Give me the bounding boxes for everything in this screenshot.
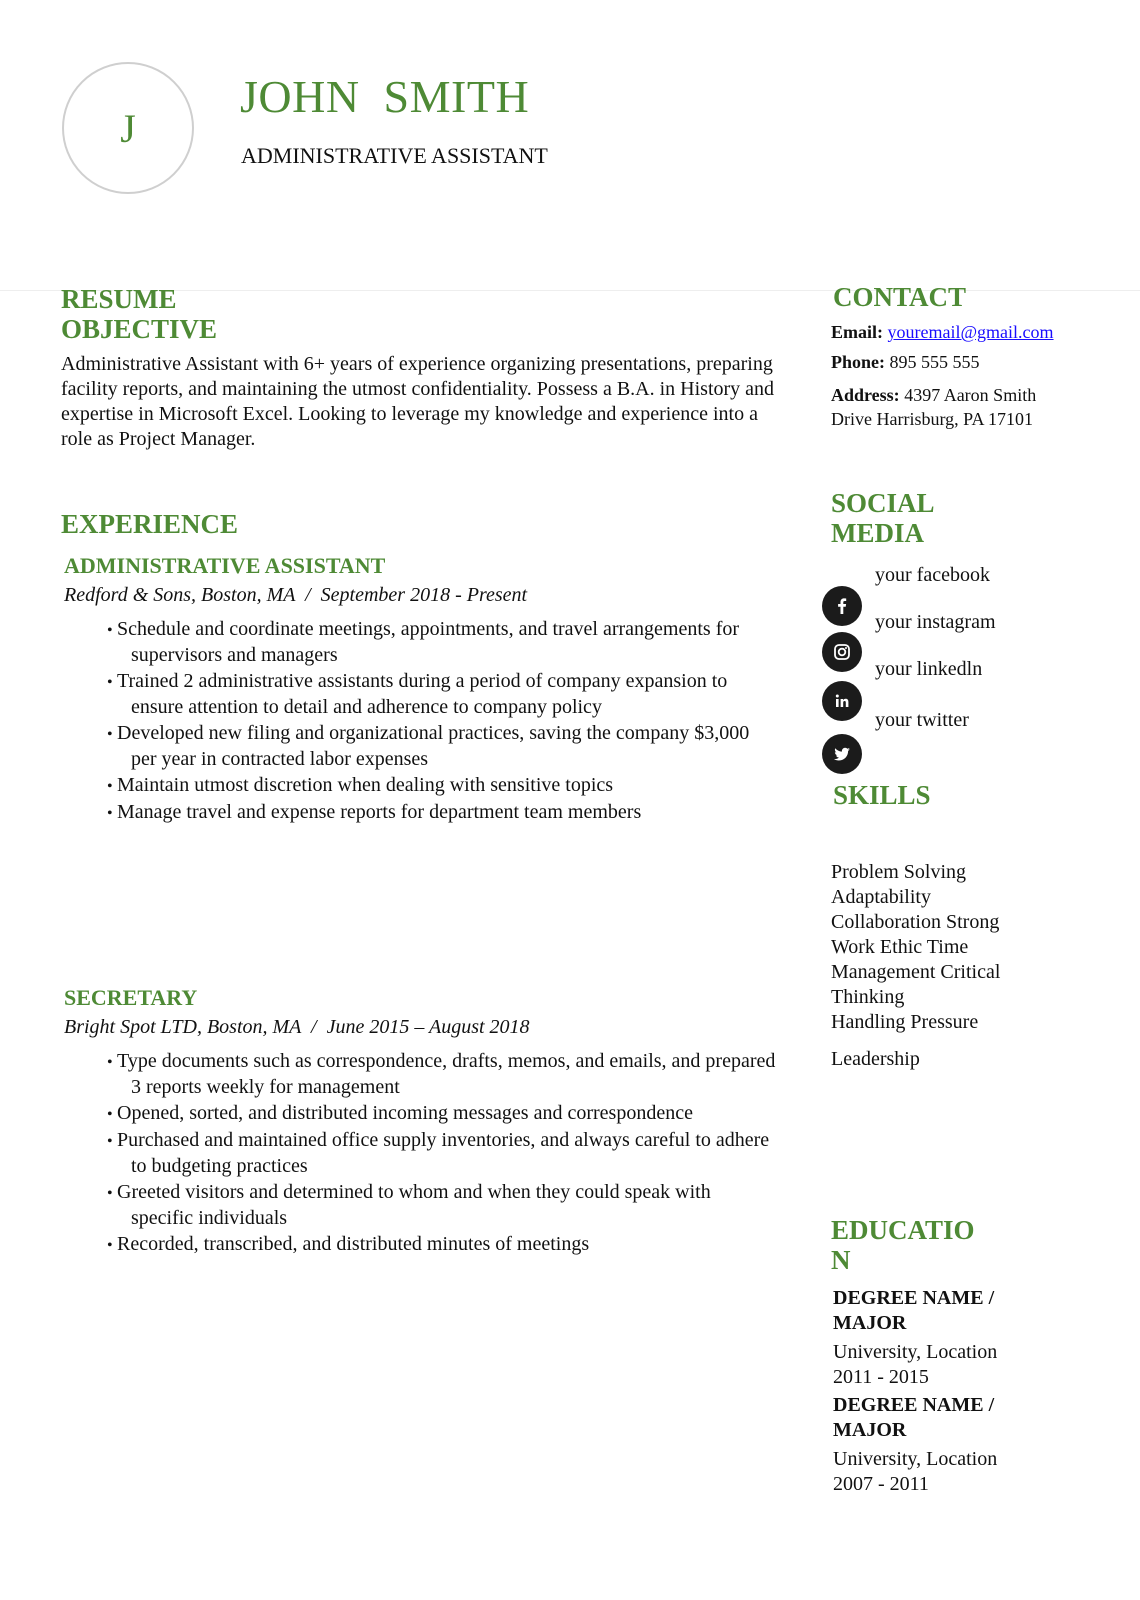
job-title: ADMINISTRATIVE ASSISTANT [64, 553, 386, 578]
contact-heading: CONTACT [833, 282, 967, 312]
skills-list [831, 860, 1031, 1072]
bullet-item: • Opened, sorted, and distributed incoming messages and correspondence [97, 1101, 777, 1127]
degree-line1: DEGREE NAME / [833, 1394, 995, 1416]
job-meta: Bright Spot LTD, Boston, MA / June 2015 – August 2018 [64, 1016, 530, 1038]
education-degree [833, 1286, 1033, 1336]
address-line2: Drive Harrisburg, PA 17101 [831, 409, 1033, 429]
social-linkedin-label[interactable]: your linkedln [875, 658, 983, 680]
education-heading [831, 1215, 975, 1275]
monogram-avatar: J [62, 62, 194, 194]
skill-item: Thinking [831, 986, 905, 1008]
twitter-icon[interactable] [822, 734, 862, 774]
job-bullets [97, 617, 777, 827]
social-heading [831, 488, 935, 548]
social-twitter-label[interactable]: your twitter [875, 709, 969, 731]
social-instagram-label[interactable]: your instagram [875, 611, 996, 633]
job-bullets [97, 1049, 777, 1259]
candidate-name: JOHN SMITH [240, 71, 530, 122]
candidate-title: ADMINISTRATIVE ASSISTANT [241, 143, 548, 168]
bullet-item: • Schedule and coordinate meetings, appointments, and travel arrangements for supervisors and managers [97, 617, 777, 668]
skill-item: Handling Pressure [831, 1011, 979, 1033]
job-title: SECRETARY [64, 985, 198, 1010]
contact-phone [831, 350, 1091, 374]
contact-email [831, 320, 1091, 344]
bullet-item: • Trained 2 administrative assistants during a period of company expansion to ensure attention to detail and adherence to company policy [97, 669, 777, 720]
education-heading-line2: N [831, 1245, 851, 1275]
bullet-item: • Purchased and maintained office supply inventories, and always careful to adhere to budgeting practices [97, 1128, 777, 1179]
degree-line2: MAJOR [833, 1312, 907, 1334]
social-facebook-label[interactable]: your facebook [875, 564, 990, 586]
linkedin-icon[interactable] [822, 681, 862, 721]
bullet-item: • Manage travel and expense reports for department team members [97, 800, 777, 826]
degree-line1: DEGREE NAME / [833, 1287, 995, 1309]
skill-item: Adaptability [831, 886, 931, 908]
education-school: University, Location [833, 1448, 998, 1470]
experience-heading: EXPERIENCE [61, 509, 239, 539]
education-heading-line1: EDUCATIO [831, 1215, 975, 1245]
objective-text: Administrative Assistant with 6+ years of experience organizing presentations, preparing facility reports, and maintaining the utmost confidentiality. Possess a B.A. in History and expertise in Microsoft Excel. Looking to leverage my knowledge and experience into a role as Project Manager. [61, 353, 775, 450]
objective-heading [61, 284, 217, 344]
education-school: University, Location [833, 1341, 998, 1363]
degree-line2: MAJOR [833, 1419, 907, 1441]
job-meta: Redford & Sons, Boston, MA / September 2018 - Present [64, 584, 528, 606]
skills-heading: SKILLS [833, 780, 931, 810]
education-degree [833, 1393, 1033, 1443]
bullet-item: • Developed new filing and organizational practices, saving the company $3,000 per year in contracted labor expenses [97, 721, 777, 772]
skill-item: Work Ethic Time [831, 936, 969, 958]
facebook-icon[interactable] [822, 586, 862, 626]
email-label: Email: [831, 322, 883, 342]
education-years: 2011 - 2015 [833, 1366, 929, 1388]
education-info [833, 1447, 1053, 1497]
address-line1: 4397 Aaron Smith [904, 385, 1037, 405]
email-link[interactable]: youremail@gmail.com [887, 322, 1054, 342]
instagram-icon[interactable] [822, 632, 862, 672]
bullet-item: • Recorded, transcribed, and distributed minutes of meetings [97, 1232, 777, 1258]
skill-item: Leadership [831, 1048, 920, 1070]
education-years: 2007 - 2011 [833, 1473, 929, 1495]
skill-item: Management Critical [831, 961, 1001, 983]
social-heading-line2: MEDIA [831, 518, 924, 548]
bullet-item: • Type documents such as correspondence, drafts, memos, and emails, and prepared 3 reports weekly for management [97, 1049, 777, 1100]
phone-value: 895 555 555 [889, 352, 980, 372]
education-info [833, 1340, 1053, 1390]
skill-item: Collaboration Strong [831, 911, 1000, 933]
contact-address [831, 383, 1091, 431]
bullet-item: • Maintain utmost discretion when dealing with sensitive topics [97, 773, 777, 799]
social-heading-line1: SOCIAL [831, 488, 935, 518]
skill-item: Problem Solving [831, 861, 967, 883]
address-label: Address: [831, 385, 900, 405]
objective-heading-line1: RESUME [61, 284, 177, 314]
objective-heading-line2: OBJECTIVE [61, 314, 218, 344]
bullet-item: • Greeted visitors and determined to whom and when they could speak with specific individuals [97, 1180, 777, 1231]
phone-label: Phone: [831, 352, 885, 372]
